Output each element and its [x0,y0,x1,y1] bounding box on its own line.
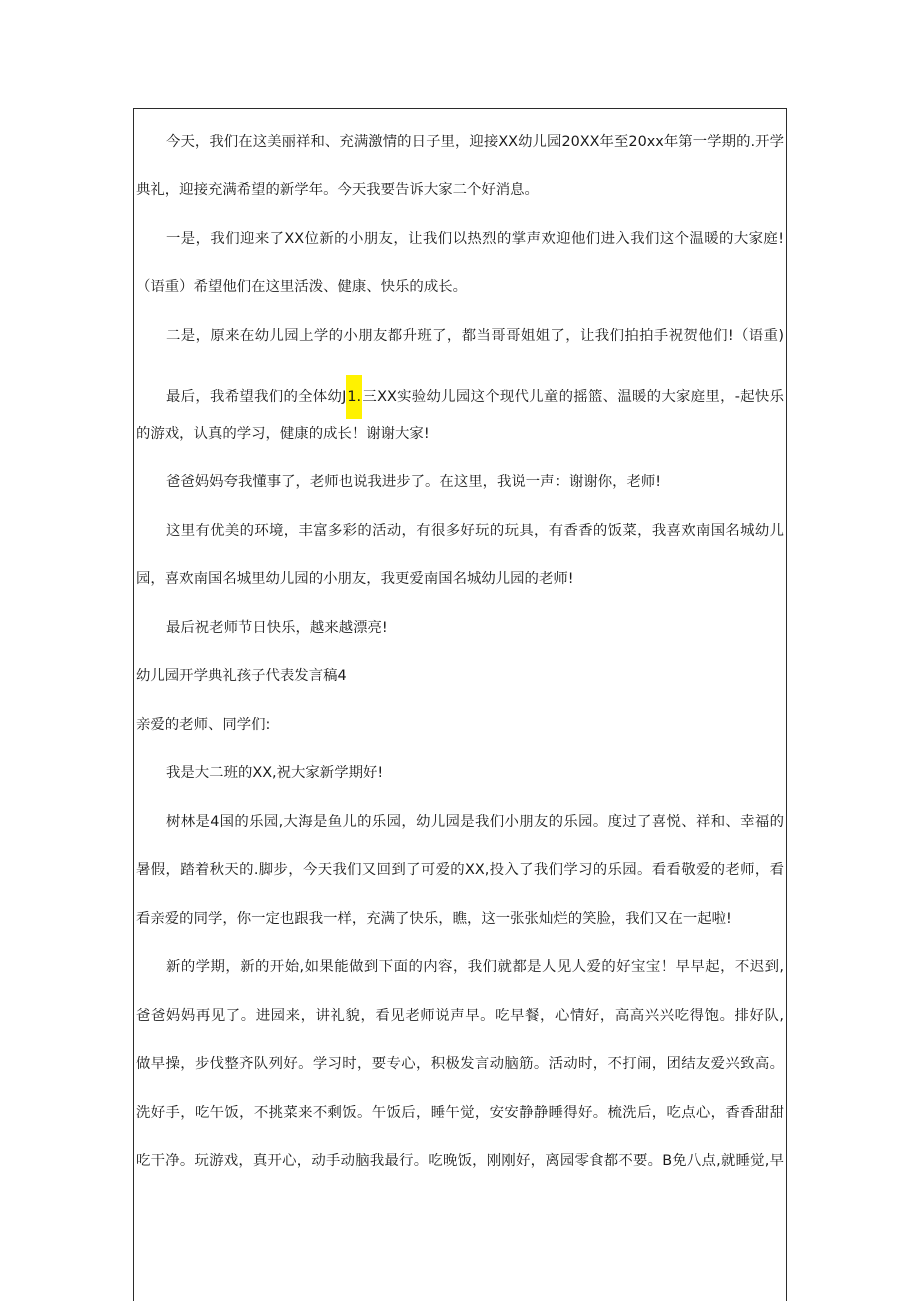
text-line-10: 园，喜欢南国名城里幼儿园的小朋友，我更爱南国名城幼儿园的老师! [136,571,574,587]
text-line-20: 做早操，步伐整齐队列好。学习时，要专心，积极发言动脑筋。活动时，不打闹，团结友爱兴致高。 [136,1056,784,1072]
text-line-8: 爸爸妈妈夸我懂事了，老师也说我进步了。在这里，我说一声：谢谢你，老师! [166,474,662,490]
text-line-3: 一是，我们迎来了XX位新的小朋友，让我们以热烈的掌声欢迎他们进入我们这个温暖的大家庭! [166,231,784,247]
text-line-5: 二是，原来在幼儿园上学的小朋友都升班了，都当哥哥姐姐了，让我们拍拍手祝贺他们!（语重) [166,328,784,344]
text-line-21: 洗好手，吃午饭，不挑菜来不剩饭。午饭后，睡午觉，安安静静睡得好。梳洗后，吃点心，香香甜甜 [136,1105,784,1121]
text-line-18: 新的学期，新的开始,如果能做到下面的内容，我们就都是人见人爱的好宝宝！早早起，不迟到, [166,959,784,975]
text-line-6-after: 三XX实验幼儿园这个现代儿童的摇篮、温暖的大家庭里，-起快乐 [362,389,784,405]
section-heading: 幼儿园开学典礼孩子代表发言稿4 [136,668,347,684]
text-line-1: 今天，我们在这美丽祥和、充满激情的日子里，迎接XX幼儿园20XX年至20xx年第一学期的.开学 [166,134,784,150]
highlight-marker: 1. [346,375,362,419]
text-line-6-before: 最后，我希望我们的全体幼J [166,389,347,405]
text-line-22: 吃干净。玩游戏，真开心，动手动脑我最行。吃晚饭，刚刚好，离园零食都不要。B免八点,就睡觉,早 [136,1153,784,1169]
text-line-2: 典礼，迎接充满希望的新学年。今天我要告诉大家二个好消息。 [136,182,539,198]
salutation: 亲爱的老师、同学们: [136,717,271,733]
text-line-14: 我是大二班的XX,祝大家新学期好! [166,765,384,781]
text-line-15: 树林是4国的乐园,大海是鱼儿的乐园，幼儿园是我们小朋友的乐园。度过了喜悦、祥和、幸福的 [166,814,784,830]
text-line-7: 的游戏，认真的学习，健康的成长！谢谢大家! [136,426,430,442]
text-line-9: 这里有优美的环境，丰富多彩的活动，有很多好玩的玩具，有香香的饭菜，我喜欢南国名城幼儿 [166,523,784,539]
text-line-17: 看亲爱的同学，你一定也跟我一样，充满了快乐，瞧，这一张张灿烂的笑脸，我们又在一起啦! [136,911,732,927]
text-line-6 [136,375,784,419]
text-line-19: 爸爸妈妈再见了。进园来，讲礼貌，看见老师说声早。吃早餐，心情好，高高兴兴吃得饱。排好队, [136,1008,784,1024]
text-line-11: 最后祝老师节日快乐，越来越漂亮! [166,620,388,636]
text-line-16: 暑假，踏着秋天的.脚步，今天我们又回到了可爱的XX,投入了我们学习的乐园。看看敬爱的老师，看 [136,862,784,878]
text-line-4: （语重）希望他们在这里活泼、健康、快乐的成长。 [136,279,467,295]
